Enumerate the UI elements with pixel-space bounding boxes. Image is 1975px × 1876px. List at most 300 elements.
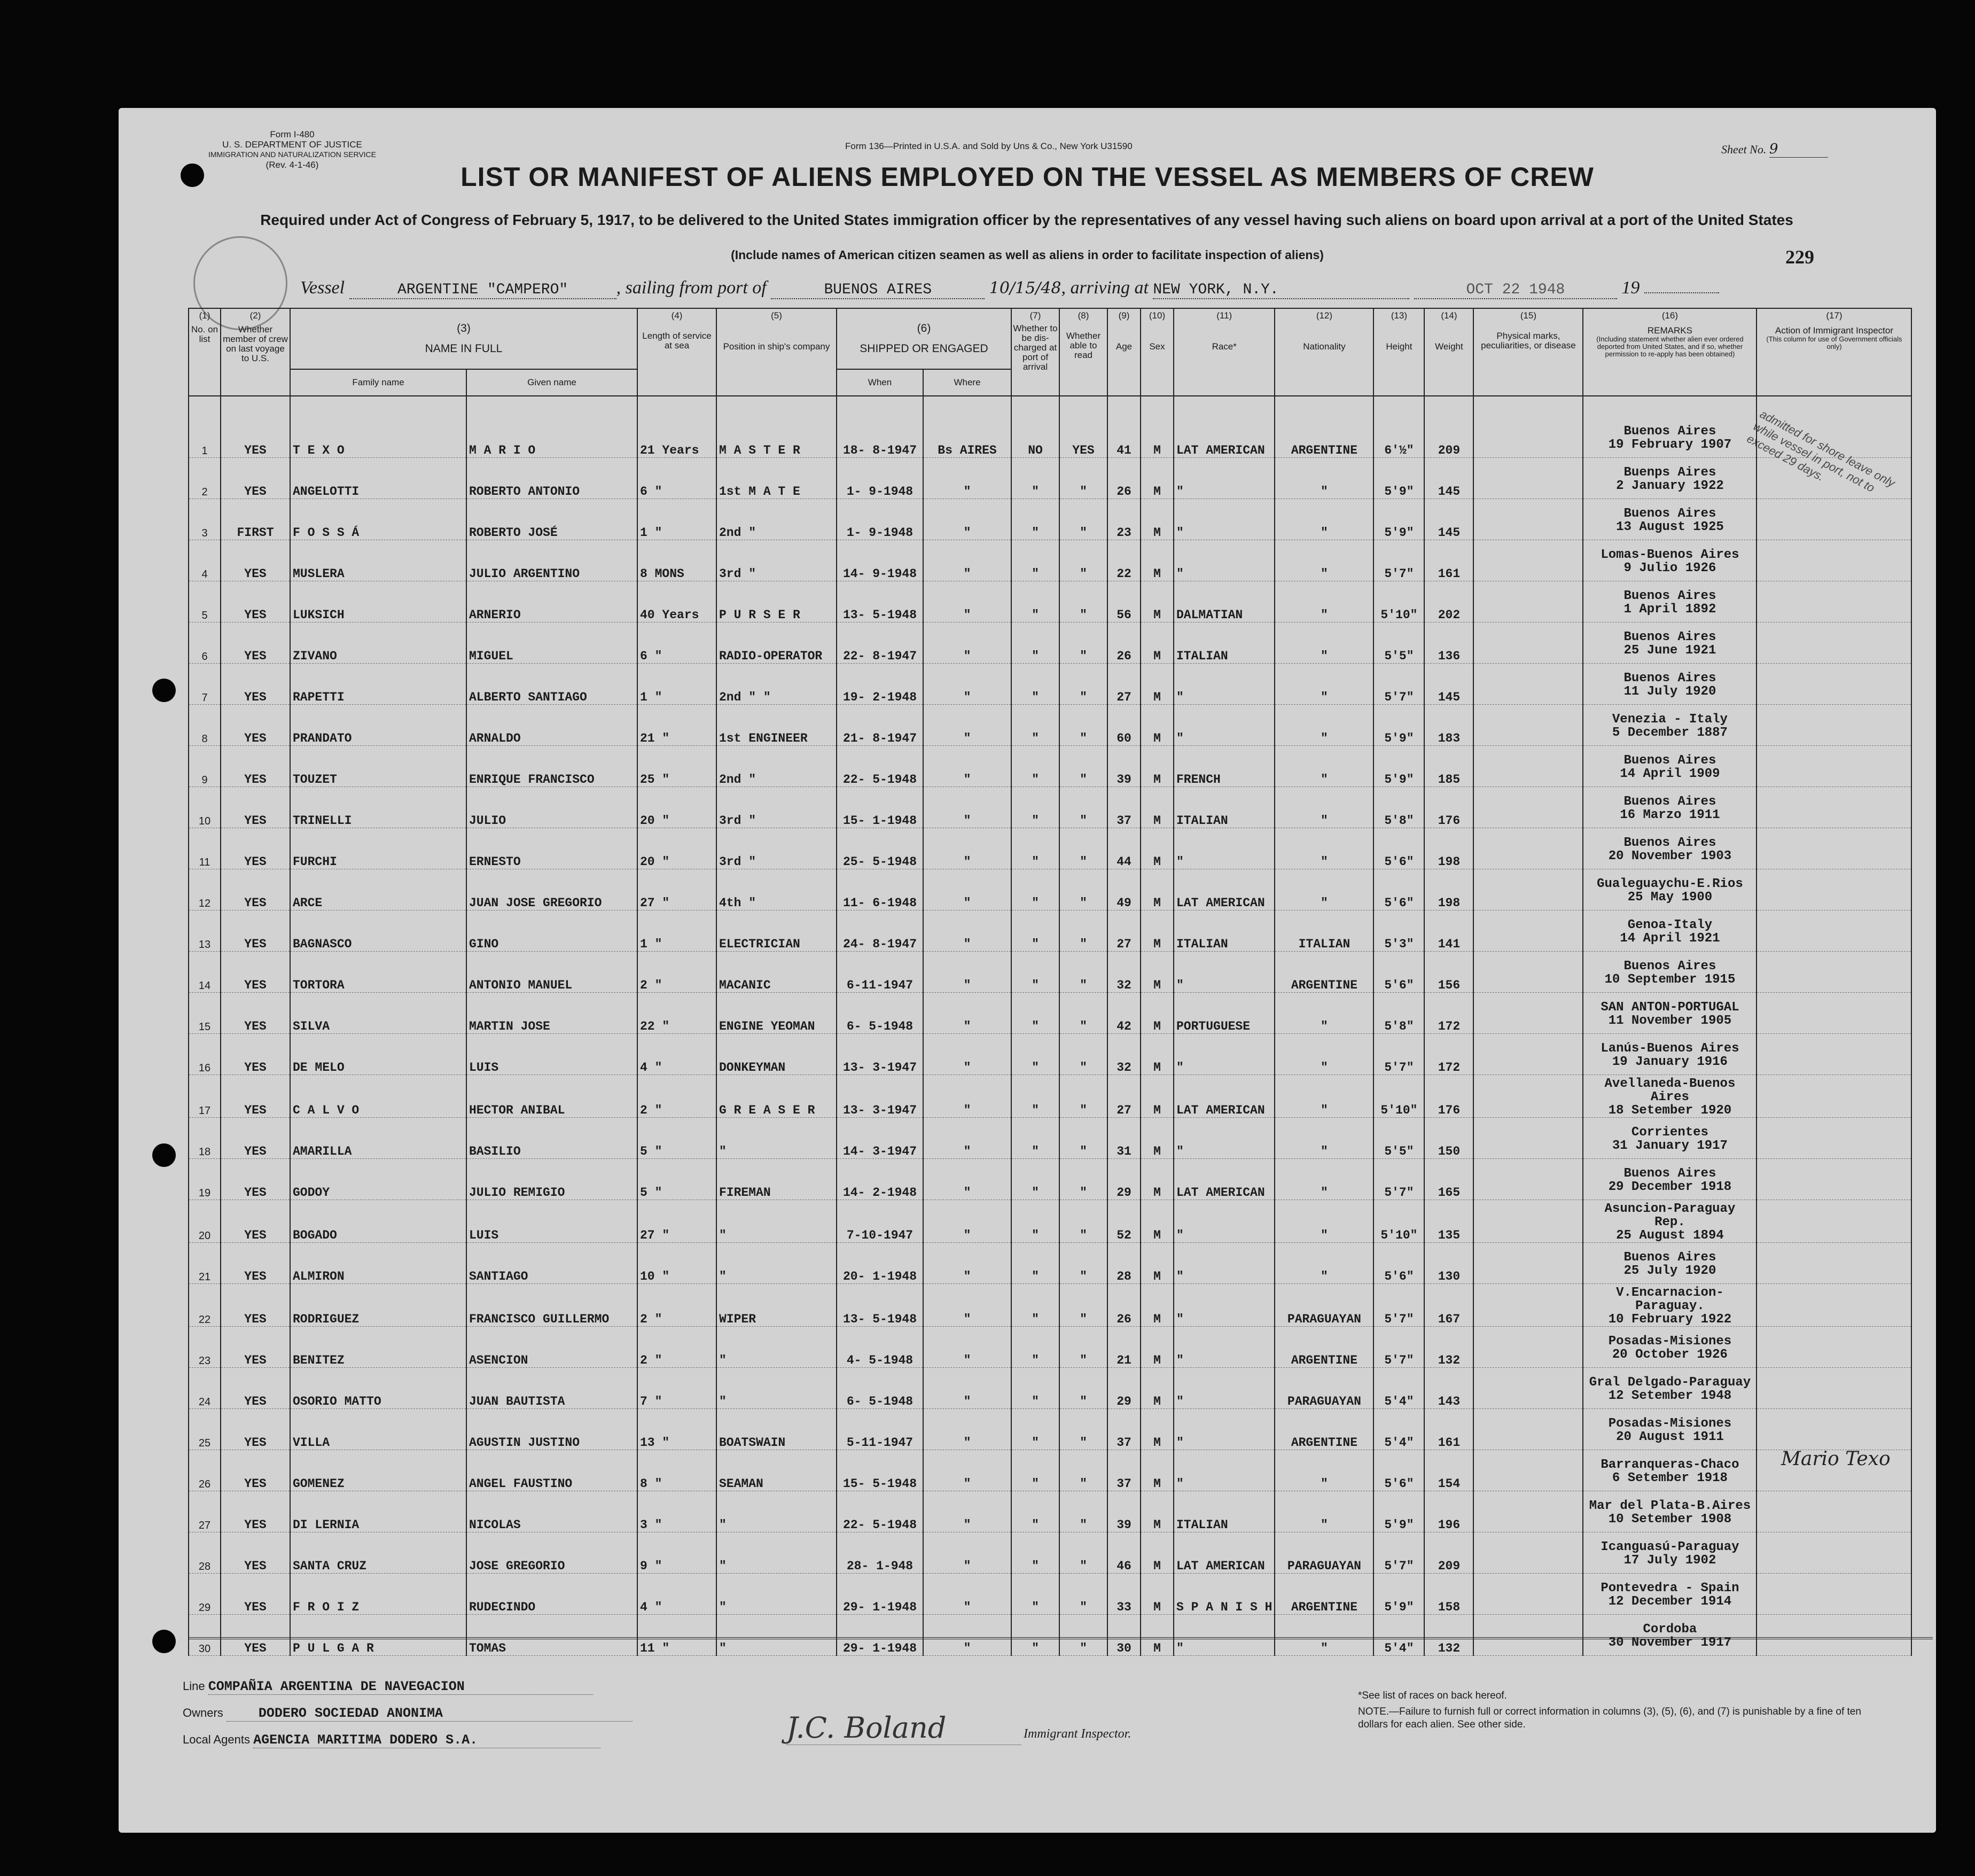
remarks-cell: Buenos Aires 20 November 1903	[1583, 828, 1757, 869]
nationality-cell: "	[1275, 828, 1373, 869]
given-name-cell: NICOLAS	[466, 1491, 637, 1532]
on-last-voyage-cell: YES	[221, 1532, 290, 1574]
discharged-cell: "	[1011, 787, 1059, 828]
shipped-when-cell: 25- 5-1948	[837, 828, 923, 869]
table-row	[189, 993, 1911, 1034]
on-last-voyage-cell: YES	[221, 417, 290, 458]
col-5-header: (5) Position in ship's company	[716, 308, 837, 396]
col-16-header: (16) REMARKS (Including statement whether alien ever ordered deported from United States, and if so, whether permission to re-apply has been obtained)	[1583, 308, 1757, 396]
given-name-cell: HECTOR ANIBAL	[466, 1075, 637, 1118]
on-last-voyage-cell: YES	[221, 1450, 290, 1491]
table-row	[189, 910, 1911, 952]
binder-hole	[152, 1630, 176, 1653]
remarks-cell: Buenos Aires 13 August 1925	[1583, 499, 1757, 540]
height-cell: 5'7"	[1373, 1532, 1424, 1574]
shipped-when-cell: 1- 9-1948	[837, 458, 923, 499]
shipped-when-cell: 15- 1-1948	[837, 787, 923, 828]
age-cell: 37	[1107, 787, 1141, 828]
length-of-service-cell: 20 "	[637, 787, 716, 828]
on-last-voyage-cell: YES	[221, 1284, 290, 1327]
on-last-voyage-cell: YES	[221, 581, 290, 622]
sex-cell: M	[1141, 869, 1174, 910]
weight-cell: 161	[1424, 1409, 1473, 1450]
remarks-cell: Lomas-Buenos Aires 9 Julio 1926	[1583, 540, 1757, 581]
race-cell: PORTUGUESE	[1174, 993, 1275, 1034]
shipped-when-cell: 14- 3-1947	[837, 1118, 923, 1159]
shipped-where-cell: "	[923, 1118, 1011, 1159]
length-of-service-cell: 6 "	[637, 458, 716, 499]
table-row	[189, 540, 1911, 581]
family-name-cell: LUKSICH	[290, 581, 466, 622]
family-name-cell: VILLA	[290, 1409, 466, 1450]
discharged-cell: "	[1011, 1159, 1059, 1200]
shipped-when-cell: 15- 5-1948	[837, 1450, 923, 1491]
race-cell: "	[1174, 1034, 1275, 1075]
table-row	[189, 1491, 1911, 1532]
height-cell: 5'10"	[1373, 1200, 1424, 1243]
position-cell: RADIO-OPERATOR	[716, 622, 837, 664]
table-row	[189, 622, 1911, 664]
sex-cell: M	[1141, 499, 1174, 540]
weight-cell: 132	[1424, 1327, 1473, 1368]
col-10-header: (10) Sex	[1141, 308, 1174, 396]
height-cell: 5'7"	[1373, 1159, 1424, 1200]
weight-cell: 198	[1424, 869, 1473, 910]
weight-cell: 161	[1424, 540, 1473, 581]
shipped-where-cell: "	[923, 1075, 1011, 1118]
sex-cell: M	[1141, 417, 1174, 458]
family-name-cell: T E X O	[290, 417, 466, 458]
age-cell: 32	[1107, 952, 1141, 993]
remarks-cell: Barranqueras-Chaco 6 Setember 1918	[1583, 1450, 1757, 1491]
family-name-cell: PRANDATO	[290, 705, 466, 746]
weight-cell: 132	[1424, 1615, 1473, 1656]
row-number-cell: 8	[189, 705, 221, 746]
physical-marks-cell	[1473, 869, 1583, 910]
shipped-when-cell: 13- 3-1947	[837, 1034, 923, 1075]
position-cell: P U R S E R	[716, 581, 837, 622]
position-cell: MACANIC	[716, 952, 837, 993]
nationality-cell: "	[1275, 622, 1373, 664]
physical-marks-cell	[1473, 664, 1583, 705]
sex-cell: M	[1141, 1450, 1174, 1491]
discharged-cell: "	[1011, 581, 1059, 622]
col-13-header: (13) Height	[1373, 308, 1424, 396]
on-last-voyage-cell: YES	[221, 787, 290, 828]
weight-cell: 156	[1424, 952, 1473, 993]
physical-marks-cell	[1473, 1409, 1583, 1450]
inspector-action-cell	[1757, 540, 1911, 581]
physical-marks-cell	[1473, 787, 1583, 828]
discharged-cell: "	[1011, 458, 1059, 499]
shipped-where-cell: "	[923, 993, 1011, 1034]
on-last-voyage-cell: YES	[221, 1368, 290, 1409]
sex-cell: M	[1141, 1368, 1174, 1409]
given-name-header: Given name	[466, 369, 637, 396]
able-to-read-cell: "	[1059, 869, 1107, 910]
position-cell: "	[716, 1200, 837, 1243]
shipped-where-cell: "	[923, 540, 1011, 581]
nationality-cell: "	[1275, 664, 1373, 705]
sex-cell: M	[1141, 1243, 1174, 1284]
shipped-where-cell: "	[923, 746, 1011, 787]
shipped-where-cell: "	[923, 1243, 1011, 1284]
col-3-header: (3) NAME IN FULL	[290, 308, 637, 369]
shore-leave-stamp: admitted for shore leave only while vessel in port, not to exceed 29 days.	[1744, 407, 1898, 495]
sex-cell: M	[1141, 746, 1174, 787]
able-to-read-cell: "	[1059, 1368, 1107, 1409]
manifest-sheet	[119, 108, 1936, 1833]
family-name-cell: F O S S Á	[290, 499, 466, 540]
shipped-where-cell: "	[923, 1284, 1011, 1327]
physical-marks-cell	[1473, 1450, 1583, 1491]
given-name-cell: JULIO REMIGIO	[466, 1159, 637, 1200]
given-name-cell: JULIO	[466, 787, 637, 828]
age-cell: 30	[1107, 1615, 1141, 1656]
able-to-read-cell: "	[1059, 1243, 1107, 1284]
row-number-cell: 26	[189, 1450, 221, 1491]
physical-marks-cell	[1473, 458, 1583, 499]
shipped-where-cell: "	[923, 705, 1011, 746]
nationality-cell: "	[1275, 1118, 1373, 1159]
on-last-voyage-cell: YES	[221, 1034, 290, 1075]
race-cell: "	[1174, 499, 1275, 540]
table-row	[189, 828, 1911, 869]
given-name-cell: JOSE GREGORIO	[466, 1532, 637, 1574]
remarks-cell: Venezia - Italy 5 December 1887	[1583, 705, 1757, 746]
able-to-read-cell: "	[1059, 828, 1107, 869]
position-cell: "	[716, 1532, 837, 1574]
arrival-date-stamp: OCT 22 1948	[1414, 282, 1617, 299]
race-cell: "	[1174, 458, 1275, 499]
row-number-cell: 24	[189, 1368, 221, 1409]
discharged-cell: "	[1011, 1409, 1059, 1450]
length-of-service-cell: 5 "	[637, 1118, 716, 1159]
given-name-cell: GINO	[466, 910, 637, 952]
sex-cell: M	[1141, 664, 1174, 705]
weight-cell: 198	[1424, 828, 1473, 869]
physical-marks-cell	[1473, 1243, 1583, 1284]
inspector-action-cell	[1757, 1200, 1911, 1243]
able-to-read-cell: "	[1059, 1034, 1107, 1075]
given-name-cell: JUAN JOSE GREGORIO	[466, 869, 637, 910]
sex-cell: M	[1141, 1532, 1174, 1574]
discharged-cell: "	[1011, 828, 1059, 869]
shipped-when-cell: 29- 1-1948	[837, 1574, 923, 1615]
race-cell: "	[1174, 540, 1275, 581]
remarks-cell: Gral Delgado-Paraguay 12 Setember 1948	[1583, 1368, 1757, 1409]
length-of-service-cell: 1 "	[637, 910, 716, 952]
age-cell: 42	[1107, 993, 1141, 1034]
discharged-cell: "	[1011, 664, 1059, 705]
family-name-cell: BENITEZ	[290, 1327, 466, 1368]
remarks-cell: Buenps Aires 2 January 1922	[1583, 458, 1757, 499]
shipped-where-cell: "	[923, 1615, 1011, 1656]
age-cell: 39	[1107, 1491, 1141, 1532]
row-number-cell: 9	[189, 746, 221, 787]
row-number-cell: 17	[189, 1075, 221, 1118]
inspector-action-cell	[1757, 869, 1911, 910]
nationality-cell: PARAGUAYAN	[1275, 1284, 1373, 1327]
length-of-service-cell: 2 "	[637, 1284, 716, 1327]
position-cell: FIREMAN	[716, 1159, 837, 1200]
table-row	[189, 1409, 1911, 1450]
shipped-where-cell: "	[923, 1159, 1011, 1200]
remarks-cell: Buenos Aires 29 December 1918	[1583, 1159, 1757, 1200]
header-note: (Include names of American citizen seamen as well as aliens in order to facilitate inspection of aliens)	[731, 248, 1324, 262]
row-number-cell: 7	[189, 664, 221, 705]
age-cell: 44	[1107, 828, 1141, 869]
length-of-service-cell: 13 "	[637, 1409, 716, 1450]
length-of-service-cell: 5 "	[637, 1159, 716, 1200]
sex-cell: M	[1141, 1409, 1174, 1450]
weight-cell: 196	[1424, 1491, 1473, 1532]
remarks-cell: Gualeguaychu-E.Rios 25 May 1900	[1583, 869, 1757, 910]
height-cell: 5'7"	[1373, 664, 1424, 705]
age-cell: 26	[1107, 1284, 1141, 1327]
given-name-cell: MARTIN JOSE	[466, 993, 637, 1034]
discharged-cell: "	[1011, 705, 1059, 746]
remarks-cell: Buenos Aires 25 June 1921	[1583, 622, 1757, 664]
length-of-service-cell: 3 "	[637, 1491, 716, 1532]
on-last-voyage-cell: YES	[221, 1615, 290, 1656]
weight-cell: 183	[1424, 705, 1473, 746]
departure-port: BUENOS AIRES	[771, 282, 985, 299]
race-cell: "	[1174, 952, 1275, 993]
row-number-cell: 22	[189, 1284, 221, 1327]
table-row	[189, 499, 1911, 540]
able-to-read-cell: "	[1059, 952, 1107, 993]
col-15-header: (15) Physical marks, peculiarities, or disease	[1473, 308, 1583, 396]
height-cell: 5'6"	[1373, 952, 1424, 993]
page-number: 229	[1785, 246, 1814, 268]
nationality-cell: "	[1275, 458, 1373, 499]
race-cell: LAT AMERICAN	[1174, 417, 1275, 458]
inspector-signature-block: J.C. Boland Immigrant Inspector.	[786, 1711, 1131, 1745]
nationality-cell: "	[1275, 787, 1373, 828]
on-last-voyage-cell: YES	[221, 869, 290, 910]
on-last-voyage-cell: YES	[221, 828, 290, 869]
race-cell: S P A N I S H	[1174, 1574, 1275, 1615]
family-name-cell: AMARILLA	[290, 1118, 466, 1159]
family-name-cell: P U L G A R	[290, 1615, 466, 1656]
shipped-where-cell: "	[923, 910, 1011, 952]
physical-marks-cell	[1473, 910, 1583, 952]
on-last-voyage-cell: YES	[221, 1075, 290, 1118]
family-name-cell: TORTORA	[290, 952, 466, 993]
table-row	[189, 1574, 1911, 1615]
length-of-service-cell: 1 "	[637, 664, 716, 705]
table-row	[189, 705, 1911, 746]
height-cell: 5'7"	[1373, 1327, 1424, 1368]
physical-marks-cell	[1473, 417, 1583, 458]
sex-cell: M	[1141, 828, 1174, 869]
row-number-cell: 3	[189, 499, 221, 540]
given-name-cell: AGUSTIN JUSTINO	[466, 1409, 637, 1450]
on-last-voyage-cell: YES	[221, 1491, 290, 1532]
height-cell: 5'5"	[1373, 1118, 1424, 1159]
able-to-read-cell: "	[1059, 1118, 1107, 1159]
length-of-service-cell: 40 Years	[637, 581, 716, 622]
inspector-action-cell	[1757, 622, 1911, 664]
shipped-where-cell: "	[923, 1532, 1011, 1574]
age-cell: 60	[1107, 705, 1141, 746]
family-name-cell: SANTA CRUZ	[290, 1532, 466, 1574]
family-name-cell: DE MELO	[290, 1034, 466, 1075]
physical-marks-cell	[1473, 1200, 1583, 1243]
when-header: When	[837, 369, 923, 396]
col-12-header: (12) Nationality	[1275, 308, 1373, 396]
row-number-cell: 14	[189, 952, 221, 993]
height-cell: 5'9"	[1373, 746, 1424, 787]
remarks-cell: Cordoba 30 November 1917	[1583, 1615, 1757, 1656]
row-number-cell: 23	[189, 1327, 221, 1368]
race-cell: LAT AMERICAN	[1174, 1075, 1275, 1118]
length-of-service-cell: 11 "	[637, 1615, 716, 1656]
length-of-service-cell: 20 "	[637, 828, 716, 869]
remarks-cell: Genoa-Italy 14 April 1921	[1583, 910, 1757, 952]
age-cell: 41	[1107, 417, 1141, 458]
shipped-where-cell: "	[923, 581, 1011, 622]
inspector-action-cell	[1757, 1574, 1911, 1615]
height-cell: 5'9"	[1373, 458, 1424, 499]
length-of-service-cell: 1 "	[637, 499, 716, 540]
physical-marks-cell	[1473, 1532, 1583, 1574]
length-of-service-cell: 10 "	[637, 1243, 716, 1284]
table-row	[189, 1243, 1911, 1284]
inspector-action-cell	[1757, 1243, 1911, 1284]
family-name-cell: C A L V O	[290, 1075, 466, 1118]
nationality-cell: "	[1275, 1034, 1373, 1075]
inspector-action-cell	[1757, 1034, 1911, 1075]
able-to-read-cell: "	[1059, 540, 1107, 581]
position-cell: 2nd "	[716, 499, 837, 540]
row-number-cell: 20	[189, 1200, 221, 1243]
height-cell: 5'4"	[1373, 1368, 1424, 1409]
row-number-cell: 15	[189, 993, 221, 1034]
given-name-cell: ARNALDO	[466, 705, 637, 746]
able-to-read-cell: YES	[1059, 417, 1107, 458]
page-subtitle: Required under Act of Congress of February 5, 1917, to be delivered to the United States immigration officer by the representatives of any vessel having such aliens on board upon arrival at a port of the United States	[260, 212, 1793, 228]
given-name-cell: BASILIO	[466, 1118, 637, 1159]
able-to-read-cell: "	[1059, 1450, 1107, 1491]
weight-cell: 154	[1424, 1450, 1473, 1491]
shipped-where-cell: "	[923, 1200, 1011, 1243]
physical-marks-cell	[1473, 581, 1583, 622]
weight-cell: 172	[1424, 1034, 1473, 1075]
nationality-cell: "	[1275, 1491, 1373, 1532]
position-cell: 1st ENGINEER	[716, 705, 837, 746]
able-to-read-cell: "	[1059, 1574, 1107, 1615]
sex-cell: M	[1141, 910, 1174, 952]
row-number-cell: 10	[189, 787, 221, 828]
age-cell: 27	[1107, 664, 1141, 705]
shipped-when-cell: 24- 8-1947	[837, 910, 923, 952]
inspector-action-cell	[1757, 1409, 1911, 1450]
length-of-service-cell: 4 "	[637, 1574, 716, 1615]
weight-cell: 209	[1424, 417, 1473, 458]
handwritten-date: 10/15/48	[989, 279, 1061, 298]
race-cell: "	[1174, 1118, 1275, 1159]
discharged-cell: "	[1011, 1615, 1059, 1656]
table-row	[189, 1200, 1911, 1243]
height-cell: 5'9"	[1373, 1491, 1424, 1532]
remarks-cell: Asuncion-Paraguay Rep. 25 August 1894	[1583, 1200, 1757, 1243]
shipped-when-cell: 14- 9-1948	[837, 540, 923, 581]
shipped-when-cell: 7-10-1947	[837, 1200, 923, 1243]
position-cell: "	[716, 1368, 837, 1409]
given-name-cell: RUDECINDO	[466, 1574, 637, 1615]
table-row	[189, 458, 1911, 499]
discharged-cell: "	[1011, 1075, 1059, 1118]
race-cell: "	[1174, 1368, 1275, 1409]
race-cell: "	[1174, 1200, 1275, 1243]
where-header: Where	[923, 369, 1011, 396]
shipped-when-cell: 5-11-1947	[837, 1409, 923, 1450]
remarks-cell: Lanús-Buenos Aires 19 January 1916	[1583, 1034, 1757, 1075]
race-cell: "	[1174, 828, 1275, 869]
sex-cell: M	[1141, 1284, 1174, 1327]
sex-cell: M	[1141, 1491, 1174, 1532]
shipped-where-cell: "	[923, 1409, 1011, 1450]
length-of-service-cell: 22 "	[637, 993, 716, 1034]
height-cell: 5'8"	[1373, 787, 1424, 828]
shipped-when-cell: 18- 8-1947	[837, 417, 923, 458]
col-1-header: (1) No. on list	[189, 308, 221, 396]
length-of-service-cell: 2 "	[637, 1075, 716, 1118]
nationality-cell: "	[1275, 581, 1373, 622]
shipped-when-cell: 4- 5-1948	[837, 1327, 923, 1368]
on-last-voyage-cell: YES	[221, 1327, 290, 1368]
race-cell: DALMATIAN	[1174, 581, 1275, 622]
position-cell: DONKEYMAN	[716, 1034, 837, 1075]
nationality-cell: "	[1275, 1615, 1373, 1656]
nationality-cell: "	[1275, 746, 1373, 787]
shipped-when-cell: 13- 5-1948	[837, 1284, 923, 1327]
inspector-action-cell	[1757, 828, 1911, 869]
position-cell: "	[716, 1574, 837, 1615]
table-row	[189, 1034, 1911, 1075]
shipped-where-cell: "	[923, 828, 1011, 869]
discharged-cell: "	[1011, 1200, 1059, 1243]
remarks-cell: Buenos Aires 1 April 1892	[1583, 581, 1757, 622]
shipped-when-cell: 11- 6-1948	[837, 869, 923, 910]
on-last-voyage-cell: YES	[221, 664, 290, 705]
inspector-action-cell	[1757, 1327, 1911, 1368]
given-name-cell: JUAN BAUTISTA	[466, 1368, 637, 1409]
remarks-cell: Buenos Aires 11 July 1920	[1583, 664, 1757, 705]
discharged-cell: "	[1011, 1491, 1059, 1532]
remarks-cell: Buenos Aires 16 Marzo 1911	[1583, 787, 1757, 828]
remarks-cell: V.Encarnacion-Paraguay. 10 February 1922	[1583, 1284, 1757, 1327]
race-cell: LAT AMERICAN	[1174, 1532, 1275, 1574]
discharged-cell: NO	[1011, 417, 1059, 458]
nationality-cell: "	[1275, 499, 1373, 540]
given-name-cell: MIGUEL	[466, 622, 637, 664]
remarks-cell: SAN ANTON-PORTUGAL 11 November 1905	[1583, 993, 1757, 1034]
family-name-cell: ZIVANO	[290, 622, 466, 664]
shipped-when-cell: 1- 9-1948	[837, 499, 923, 540]
local-agents-field: Local Agents AGENCIA MARITIMA DODERO S.A.	[183, 1732, 600, 1748]
family-name-cell: ARCE	[290, 869, 466, 910]
shipped-when-cell: 14- 2-1948	[837, 1159, 923, 1200]
family-name-cell: TOUZET	[290, 746, 466, 787]
discharged-cell: "	[1011, 993, 1059, 1034]
table-row	[189, 1075, 1911, 1118]
length-of-service-cell: 25 "	[637, 746, 716, 787]
page-title: LIST OR MANIFEST OF ALIENS EMPLOYED ON THE VESSEL AS MEMBERS OF CREW	[460, 162, 1594, 192]
on-last-voyage-cell: YES	[221, 746, 290, 787]
